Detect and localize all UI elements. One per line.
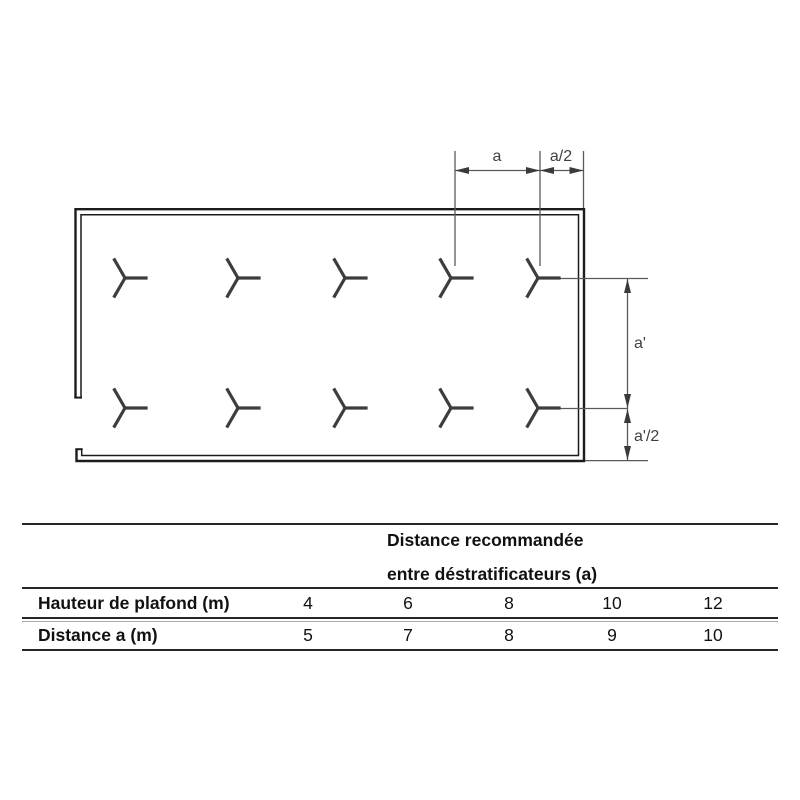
dimension-label-a: a: [492, 148, 502, 165]
table-header-line1: Distance recommandée: [387, 530, 584, 550]
table-header-line2: entre déstratificateurs (a): [387, 564, 598, 584]
wall-inner-line: [81, 215, 579, 456]
table-rule: [22, 617, 778, 619]
table-rule: [22, 587, 778, 589]
fan-icon: [528, 390, 560, 426]
dimension-label-a-prime-half: a'/2: [634, 428, 660, 445]
table-rule: [22, 649, 778, 651]
fan-icon: [228, 390, 260, 426]
table-cell: 12: [703, 593, 723, 613]
recommended-distance-table: [22, 523, 778, 651]
table-rule: [22, 523, 778, 525]
room-walls: [74, 209, 584, 461]
fan-icon: [441, 260, 473, 296]
fan-grid: [115, 260, 560, 426]
row-label-ceiling-height: Hauteur de plafond (m): [38, 593, 230, 613]
row-label-distance-a: Distance a (m): [38, 625, 158, 645]
table-cell: 10: [703, 625, 723, 645]
table-cell: 9: [607, 625, 617, 645]
table-cell: 4: [303, 593, 313, 613]
dimension-label-a-prime: a': [634, 335, 646, 352]
table-cell: 6: [403, 593, 413, 613]
fan-icon: [115, 390, 147, 426]
fan-icon: [528, 260, 560, 296]
table-cell: 8: [504, 625, 514, 645]
table-cell: 10: [602, 593, 622, 613]
table-cell: 8: [504, 593, 514, 613]
fan-icon: [228, 260, 260, 296]
fan-icon: [335, 260, 367, 296]
table-cell: 5: [303, 625, 313, 645]
fan-icon: [441, 390, 473, 426]
dimension-label-a-half: a/2: [549, 148, 573, 165]
fan-icon: [335, 390, 367, 426]
table-rule: [22, 621, 778, 622]
fan-icon: [115, 260, 147, 296]
dimension-extension-lines: [455, 151, 648, 461]
wall-outer-line: [76, 209, 585, 461]
dimension-arrowheads: [455, 167, 631, 460]
table-cell: 7: [403, 625, 413, 645]
